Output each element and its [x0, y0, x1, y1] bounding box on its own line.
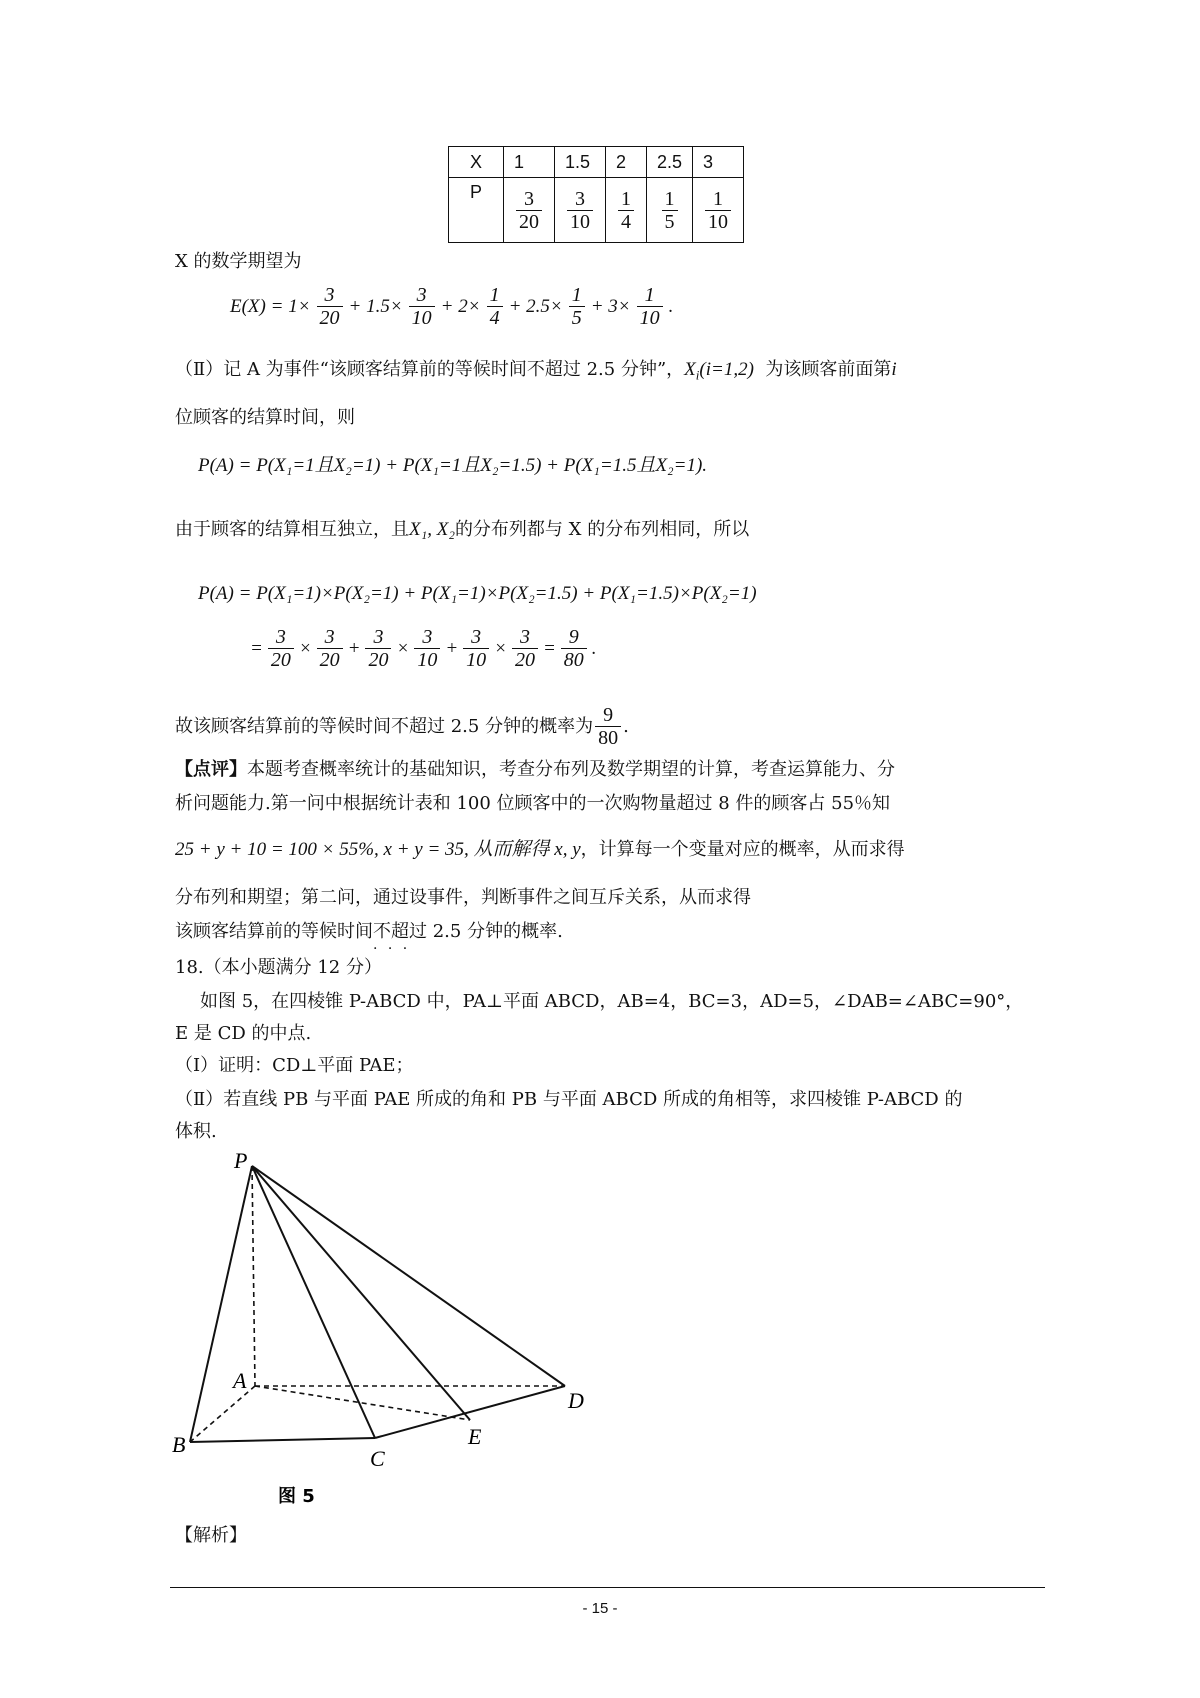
prob-equation-1: P(A) = P(X₁=1且X₂=1) + P(X₁=1且X₂=1.5) + P(X₁=1.5且X₂=1).: [198, 455, 708, 476]
p-label: P: [449, 178, 504, 243]
vertex-label-a: A: [233, 1368, 247, 1393]
vertex-label-b: B: [172, 1432, 186, 1457]
vertex-label-p: P: [234, 1150, 248, 1173]
p-value: $\frac{1}{4}$: [606, 178, 647, 243]
comment-line4: 分布列和期望；第二问，通过设事件，判断事件之间互斥关系，从而求得: [175, 887, 751, 908]
edge-pd: [252, 1166, 565, 1386]
footer-divider: [170, 1587, 1045, 1588]
comment-line1: 【点评】本题考查概率统计的基础知识，考查分布列及数学期望的计算，考查运算能力、分: [175, 759, 895, 780]
question-18-title: 18.（本小题满分 12 分）: [175, 957, 382, 978]
prob-equation-2: P(A) = P(X₁=1)×P(X₂=1) + P(X₁=1)×P(X₂=1.5) + P(X₁=1.5)×P(X₂=1): [198, 583, 757, 604]
independence-line: 由于顾客的结算相互独立，且X₁, X₂的分布列都与 X 的分布列相同，所以: [175, 519, 750, 540]
x-value: 2.5: [647, 147, 693, 178]
table-row: [449, 178, 744, 243]
page-number: - 15 -: [582, 1600, 618, 1617]
edge-pb: [190, 1166, 252, 1442]
edge-bc: [190, 1438, 375, 1442]
vertex-label-c: C: [370, 1446, 385, 1471]
x-value: 1.5: [555, 147, 606, 178]
figure-caption: 图 5: [278, 1486, 315, 1507]
expectation-intro: X 的数学期望为: [175, 251, 302, 272]
edge-pe: [252, 1166, 470, 1420]
distribution-table: [448, 146, 744, 243]
vertex-label-d: D: [568, 1388, 584, 1413]
comment-line2: 析问题能力.第一问中根据统计表和 100 位顾客中的一次购物量超过 8 件的顾客占 55％知: [175, 793, 891, 814]
comment-label: 【点评】: [175, 759, 247, 780]
question-18-part2b: 体积.: [175, 1121, 217, 1142]
pyramid-figure: [170, 1150, 590, 1510]
edge-pa: [252, 1166, 255, 1386]
p-value: $\frac{1}{10}$: [693, 178, 744, 243]
x-label: X: [449, 147, 504, 178]
question-18-part1: （Ⅰ）证明：CD⊥平面 PAE；: [175, 1055, 414, 1076]
vertex-label-e: E: [468, 1424, 482, 1449]
expectation-formula: E(X) = 1× $\frac{3}{20}$ + 1.5× $\frac{3}{10}$ + 2× $\frac{1}{4}$ + 2.5× $\frac{1}{5}$ + 3× $\frac{1}{10}$ .: [230, 284, 674, 329]
conclusion-line: 故该顾客结算前的等候时间不超过 2.5 分钟的概率为 $\frac{9}{80}$ .: [175, 704, 629, 749]
analysis-label: 【解析】: [175, 1525, 247, 1546]
question-18-line2: E 是 CD 的中点.: [175, 1023, 312, 1044]
comment-line5: 该顾客结算前的等候时间不超过 · · · 2.5 分钟的概率.: [175, 920, 563, 944]
table-row: [449, 147, 744, 178]
p-value: $\frac{3}{10}$: [555, 178, 606, 243]
x-value: 3: [693, 147, 744, 178]
edge-ae: [255, 1386, 470, 1420]
comment-line3: 25 + y + 10 = 100 × 55%, x + y = 35, 从而解得 x, y，计算每一个变量对应的概率，从而求得: [175, 839, 905, 860]
p-value: $\frac{1}{5}$: [647, 178, 693, 243]
prob-equation-3: = $\frac{3}{20}$ × $\frac{3}{20}$ + $\frac{3}{20}$ × $\frac{3}{10}$ + $\frac{3}{10}$ × $\frac{3}{20}$ = $\frac{9}{80}$ .: [250, 626, 597, 671]
part2-line2: 位顾客的结算时间，则: [175, 407, 355, 428]
x-value: 1: [504, 147, 555, 178]
p-value: $\frac{3}{20}$: [504, 178, 555, 243]
part2-line1: （Ⅱ）记 A 为事件“该顾客结算前的等候时间不超过 2.5 分钟”，$X_i(i=1,2)$ 为该顾客前面第i: [175, 359, 897, 383]
edge-pc: [252, 1166, 375, 1438]
question-18-part2a: （Ⅱ）若直线 PB 与平面 PAE 所成的角和 PB 与平面 ABCD 所成的角相等，求四棱锥 P-ABCD 的: [175, 1089, 963, 1110]
x-value: 2: [606, 147, 647, 178]
question-18-line1: 如图 5，在四棱锥 P-ABCD 中，PA⊥平面 ABCD，AB=4，BC=3，AD=5，∠DAB=∠ABC=90°，: [200, 991, 1024, 1012]
